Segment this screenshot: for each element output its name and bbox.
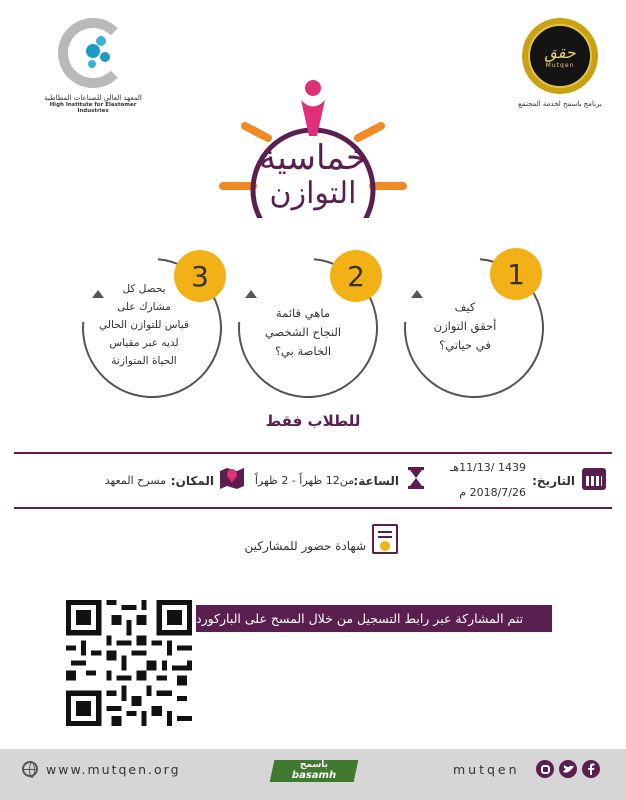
title-line-1: خماسية bbox=[258, 138, 367, 178]
facebook-icon[interactable] bbox=[582, 760, 600, 778]
title-block bbox=[213, 78, 413, 218]
certificate-icon bbox=[372, 524, 398, 554]
institute-name-arabic: المعهد العالي للصناعات المطاطية bbox=[44, 94, 142, 102]
website-link[interactable]: www.mutqen.org bbox=[46, 762, 181, 777]
calendar-icon bbox=[582, 468, 606, 490]
arrow-icon bbox=[245, 290, 257, 298]
globe-icon bbox=[22, 761, 38, 777]
time-label: الساعة: bbox=[353, 474, 399, 488]
twitter-icon[interactable] bbox=[559, 760, 577, 778]
institute-emblem-icon bbox=[58, 18, 128, 88]
step-1-number: 1 bbox=[490, 248, 542, 300]
step-2-text: ماهي قائمة النجاح الشخصي الخاصة بي؟ bbox=[264, 306, 342, 358]
arrow-icon bbox=[411, 290, 423, 298]
basamh-logo bbox=[272, 756, 356, 786]
place-label: المكان: bbox=[170, 474, 214, 488]
place-value: مسرح المعهد bbox=[104, 474, 166, 487]
step-3-number: 3 bbox=[174, 250, 226, 302]
institute-logo bbox=[38, 18, 148, 114]
time-value: من12 ظهراً - 2 ظهراً bbox=[254, 474, 354, 487]
date-hijri: 1439 /11/13هـ bbox=[450, 461, 526, 474]
social-handle[interactable]: mutqen bbox=[453, 762, 520, 777]
registration-text: تتم المشاركة عبر رابط التسجيل من خلال المسح على الباركورد bbox=[196, 611, 524, 626]
map-pin-icon bbox=[219, 465, 245, 489]
step-2-number: 2 bbox=[330, 250, 382, 302]
mutqen-seal-icon bbox=[522, 18, 598, 94]
date-label: التاريخ: bbox=[532, 474, 575, 488]
institute-name-english: High Institute for Elastomer Industries bbox=[49, 102, 137, 114]
mutqen-caption: برنامج باسمح لخدمة المجتمع bbox=[518, 100, 602, 108]
divider-bottom bbox=[14, 507, 612, 509]
qr-code[interactable] bbox=[66, 600, 192, 726]
seal-sub: Mutqen bbox=[545, 62, 575, 69]
step-1-text: كيف أحقق التوازن في حياتي؟ bbox=[433, 300, 497, 352]
title-line-2: التوازن bbox=[269, 176, 357, 211]
seal-word: حقق bbox=[544, 43, 576, 62]
basamh-arabic: باسمح bbox=[299, 760, 329, 770]
date-gregorian: 2018/7/26 م bbox=[459, 486, 526, 499]
hourglass-icon bbox=[408, 467, 424, 489]
divider-top bbox=[14, 452, 612, 454]
step-3-text: يحصل كل مشارك على قياس للتوازن الحالي لديه عبر مقياس الحياة المتوازنة bbox=[99, 283, 189, 367]
mutqen-logo bbox=[510, 18, 610, 108]
audience-label: للطلاب فقط bbox=[265, 412, 361, 430]
basamh-latin: basamh bbox=[291, 770, 337, 781]
certificate-text: شهادة حضور للمشاركين bbox=[244, 539, 366, 553]
instagram-icon[interactable] bbox=[536, 760, 554, 778]
registration-banner bbox=[196, 605, 552, 632]
